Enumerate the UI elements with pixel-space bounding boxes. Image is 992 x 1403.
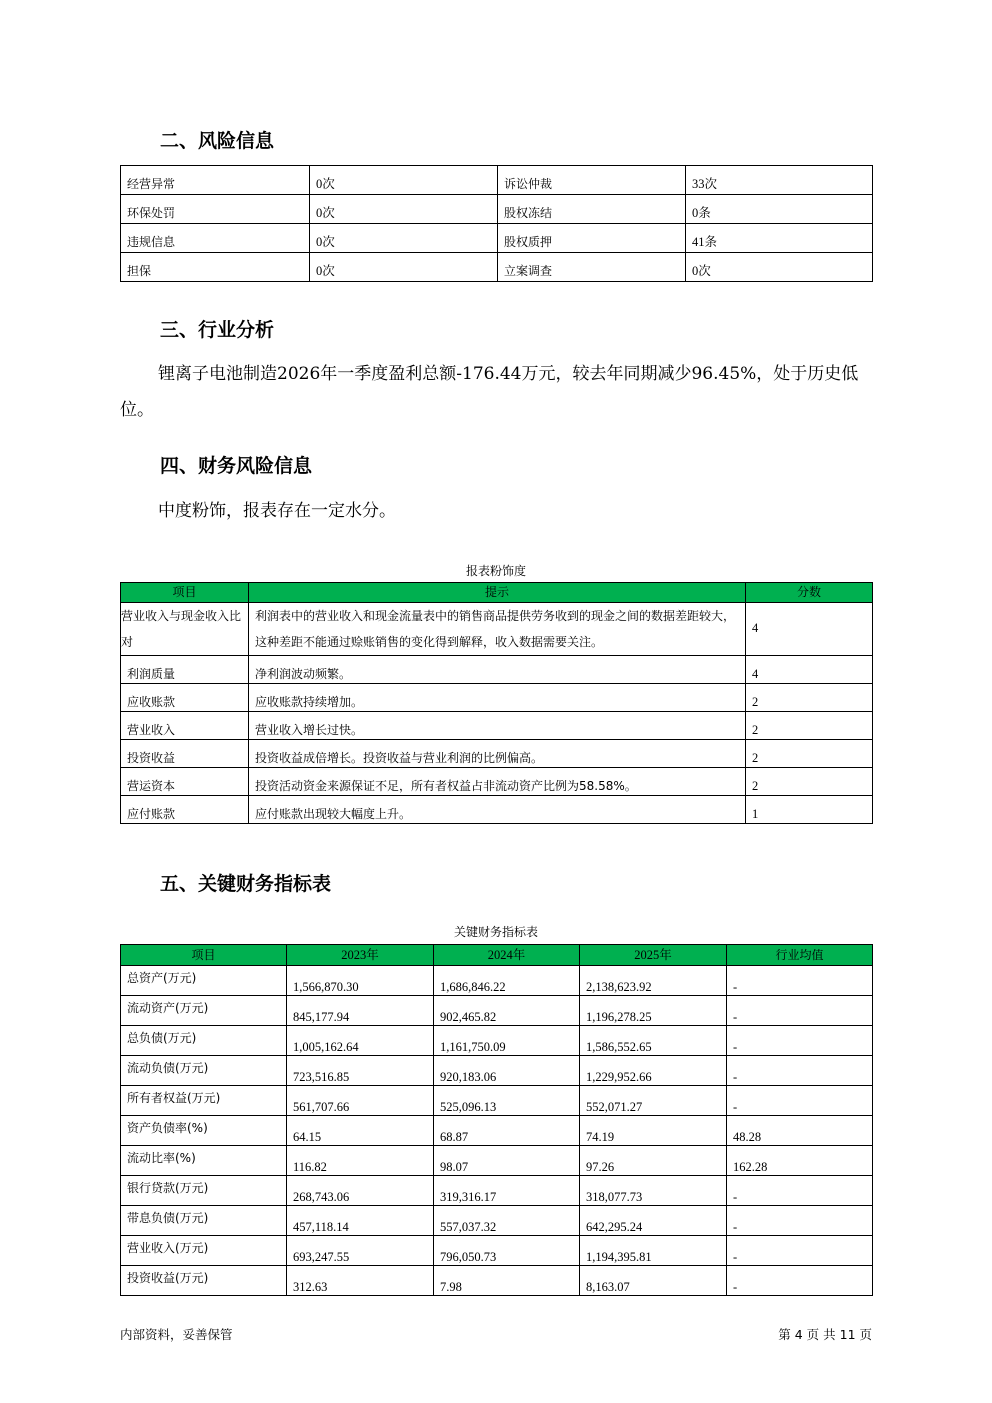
finance-value-cell: 318,077.73 bbox=[580, 1176, 727, 1206]
finance-label-cell: 总负债(万元) bbox=[121, 1026, 287, 1056]
cooking-score-cell: 4 bbox=[746, 603, 873, 656]
cooking-score-cell: 2 bbox=[746, 740, 873, 768]
finance-label-cell: 流动负债(万元) bbox=[121, 1056, 287, 1086]
finance-value-cell: - bbox=[727, 1176, 873, 1206]
finance-value-cell: 457,118.14 bbox=[287, 1206, 434, 1236]
cooking-item-cell: 利润质量 bbox=[121, 656, 249, 684]
finance-value-cell: 561,707.66 bbox=[287, 1086, 434, 1116]
footer-confidential-note: 内部资料，妥善保管 bbox=[120, 1327, 233, 1342]
finance-value-cell: 902,465.82 bbox=[434, 996, 580, 1026]
industry-analysis-text: 锂离子电池制造2026年一季度盈利总额-176.44万元，较去年同期减少96.45%，处于历史低位。 bbox=[120, 364, 859, 420]
table-row bbox=[121, 195, 873, 224]
finance-label-cell: 所有者权益(万元) bbox=[121, 1086, 287, 1116]
finance-value-cell: 268,743.06 bbox=[287, 1176, 434, 1206]
cooking-table bbox=[120, 582, 873, 824]
key-finance-section-title: 五、关键财务指标表 bbox=[160, 873, 332, 895]
financial-risk-summary: 中度粉饰，报表存在一定水分。 bbox=[158, 501, 396, 521]
risk-table bbox=[120, 165, 873, 282]
finance-table-caption: 关键财务指标表 bbox=[453, 925, 538, 939]
finance-label-cell: 资产负债率(%) bbox=[121, 1116, 287, 1146]
cooking-score-cell: 2 bbox=[746, 712, 873, 740]
table-row bbox=[121, 712, 873, 740]
cooking-item-cell: 应付账款 bbox=[121, 796, 249, 824]
finance-value-cell: 1,686,846.22 bbox=[434, 966, 580, 996]
finance-value-cell: 1,196,278.25 bbox=[580, 996, 727, 1026]
risk-section-title: 二、风险信息 bbox=[160, 130, 275, 152]
table-row bbox=[121, 1206, 873, 1236]
cooking-hint-cell: 应收账款持续增加。 bbox=[249, 684, 746, 712]
cooking-hint-cell: 投资收益成倍增长。投资收益与营业利润的比例偏高。 bbox=[249, 740, 746, 768]
finance-value-cell: 1,005,162.64 bbox=[287, 1026, 434, 1056]
table-row bbox=[121, 1176, 873, 1206]
industry-section-title: 三、行业分析 bbox=[160, 319, 275, 341]
finance-value-cell: 1,566,870.30 bbox=[287, 966, 434, 996]
finance-value-cell: 1,161,750.09 bbox=[434, 1026, 580, 1056]
risk-label-cell: 诉讼仲裁 bbox=[498, 166, 686, 195]
cooking-header-score: 分数 bbox=[746, 583, 873, 603]
finance-label-cell: 流动资产(万元) bbox=[121, 996, 287, 1026]
finance-value-cell: - bbox=[727, 1056, 873, 1086]
cooking-hint-cell: 应付账款出现较大幅度上升。 bbox=[249, 796, 746, 824]
table-row bbox=[121, 656, 873, 684]
cooking-table-caption: 报表粉饰度 bbox=[465, 564, 526, 578]
finance-value-cell: - bbox=[727, 1086, 873, 1116]
cooking-hint-cell: 投资活动资金来源保证不足，所有者权益占非流动资产比例为58.58%。 bbox=[249, 768, 746, 796]
risk-label-cell: 立案调查 bbox=[498, 253, 686, 282]
financial-risk-section-title: 四、财务风险信息 bbox=[160, 455, 313, 477]
finance-value-cell: 162.28 bbox=[727, 1146, 873, 1176]
table-row bbox=[121, 166, 873, 195]
table-row bbox=[121, 1026, 873, 1056]
cooking-score-cell: 2 bbox=[746, 768, 873, 796]
finance-value-cell: 796,050.73 bbox=[434, 1236, 580, 1266]
risk-value-cell: 0次 bbox=[310, 166, 498, 195]
table-row bbox=[121, 768, 873, 796]
risk-value-cell: 0次 bbox=[310, 195, 498, 224]
finance-value-cell: 319,316.17 bbox=[434, 1176, 580, 1206]
cooking-score-cell: 1 bbox=[746, 796, 873, 824]
table-row bbox=[121, 966, 873, 996]
risk-value-cell: 0条 bbox=[686, 195, 873, 224]
risk-value-cell: 0次 bbox=[310, 253, 498, 282]
finance-table bbox=[120, 944, 873, 1296]
finance-value-cell: - bbox=[727, 1266, 873, 1296]
finance-value-cell: 1,194,395.81 bbox=[580, 1236, 727, 1266]
finance-label-cell: 总资产(万元) bbox=[121, 966, 287, 996]
cooking-hint-cell: 营业收入增长过快。 bbox=[249, 712, 746, 740]
finance-value-cell: - bbox=[727, 1206, 873, 1236]
footer-page-number: 第 4 页 共 11 页 bbox=[778, 1327, 872, 1342]
finance-value-cell: 8,163.07 bbox=[580, 1266, 727, 1296]
table-row bbox=[121, 253, 873, 282]
table-row bbox=[121, 603, 873, 656]
finance-header-cell: 2024年 bbox=[434, 945, 580, 966]
finance-value-cell: 7.98 bbox=[434, 1266, 580, 1296]
finance-header-cell: 2025年 bbox=[580, 945, 727, 966]
finance-value-cell: 74.19 bbox=[580, 1116, 727, 1146]
cooking-header-item: 项目 bbox=[121, 583, 249, 603]
finance-value-cell: 723,516.85 bbox=[287, 1056, 434, 1086]
table-row bbox=[121, 996, 873, 1026]
table-row bbox=[121, 1236, 873, 1266]
finance-label-cell: 带息负债(万元) bbox=[121, 1206, 287, 1236]
risk-value-cell: 41条 bbox=[686, 224, 873, 253]
table-row bbox=[121, 224, 873, 253]
risk-label-cell: 股权冻结 bbox=[498, 195, 686, 224]
finance-header-cell: 行业均值 bbox=[727, 945, 873, 966]
finance-value-cell: 642,295.24 bbox=[580, 1206, 727, 1236]
finance-header-cell: 项目 bbox=[121, 945, 287, 966]
table-row bbox=[121, 1056, 873, 1086]
finance-value-cell: 525,096.13 bbox=[434, 1086, 580, 1116]
finance-label-cell: 流动比率(%) bbox=[121, 1146, 287, 1176]
cooking-hint-cell: 净利润波动频繁。 bbox=[249, 656, 746, 684]
finance-value-cell: 693,247.55 bbox=[287, 1236, 434, 1266]
risk-label-cell: 违规信息 bbox=[121, 224, 310, 253]
finance-value-cell: 64.15 bbox=[287, 1116, 434, 1146]
table-row bbox=[121, 740, 873, 768]
cooking-header-hint: 提示 bbox=[249, 583, 746, 603]
finance-value-cell: 557,037.32 bbox=[434, 1206, 580, 1236]
cooking-score-cell: 2 bbox=[746, 684, 873, 712]
table-row bbox=[121, 1266, 873, 1296]
risk-label-cell: 股权质押 bbox=[498, 224, 686, 253]
cooking-item-cell: 营运资本 bbox=[121, 768, 249, 796]
finance-label-cell: 银行贷款(万元) bbox=[121, 1176, 287, 1206]
finance-label-cell: 投资收益(万元) bbox=[121, 1266, 287, 1296]
finance-value-cell: 48.28 bbox=[727, 1116, 873, 1146]
table-row bbox=[121, 1086, 873, 1116]
risk-value-cell: 0次 bbox=[310, 224, 498, 253]
risk-label-cell: 环保处罚 bbox=[121, 195, 310, 224]
finance-value-cell: 98.07 bbox=[434, 1146, 580, 1176]
finance-value-cell: 97.26 bbox=[580, 1146, 727, 1176]
risk-label-cell: 担保 bbox=[121, 253, 310, 282]
finance-value-cell: 552,071.27 bbox=[580, 1086, 727, 1116]
cooking-hint-cell: 利润表中的营业收入和现金流量表中的销售商品提供劳务收到的现金之间的数据差距较大，这种差距不能通过赊账销售的变化得到解释，收入数据需要关注。 bbox=[249, 603, 746, 656]
cooking-item-cell: 营业收入 bbox=[121, 712, 249, 740]
finance-value-cell: 68.87 bbox=[434, 1116, 580, 1146]
finance-value-cell: 2,138,623.92 bbox=[580, 966, 727, 996]
cooking-score-cell: 4 bbox=[746, 656, 873, 684]
table-row bbox=[121, 796, 873, 824]
finance-header-cell: 2023年 bbox=[287, 945, 434, 966]
cooking-item-cell: 投资收益 bbox=[121, 740, 249, 768]
table-row bbox=[121, 1146, 873, 1176]
finance-value-cell: - bbox=[727, 1026, 873, 1056]
finance-value-cell: 116.82 bbox=[287, 1146, 434, 1176]
finance-value-cell: 1,586,552.65 bbox=[580, 1026, 727, 1056]
finance-label-cell: 营业收入(万元) bbox=[121, 1236, 287, 1266]
finance-value-cell: - bbox=[727, 1236, 873, 1266]
finance-value-cell: 312.63 bbox=[287, 1266, 434, 1296]
finance-value-cell: - bbox=[727, 966, 873, 996]
finance-value-cell: - bbox=[727, 996, 873, 1026]
cooking-item-cell: 应收账款 bbox=[121, 684, 249, 712]
finance-value-cell: 845,177.94 bbox=[287, 996, 434, 1026]
risk-value-cell: 33次 bbox=[686, 166, 873, 195]
table-row bbox=[121, 684, 873, 712]
risk-value-cell: 0次 bbox=[686, 253, 873, 282]
risk-label-cell: 经营异常 bbox=[121, 166, 310, 195]
cooking-item-cell: 营业收入与现金收入比对 bbox=[121, 603, 249, 656]
table-row bbox=[121, 1116, 873, 1146]
finance-value-cell: 920,183.06 bbox=[434, 1056, 580, 1086]
finance-value-cell: 1,229,952.66 bbox=[580, 1056, 727, 1086]
